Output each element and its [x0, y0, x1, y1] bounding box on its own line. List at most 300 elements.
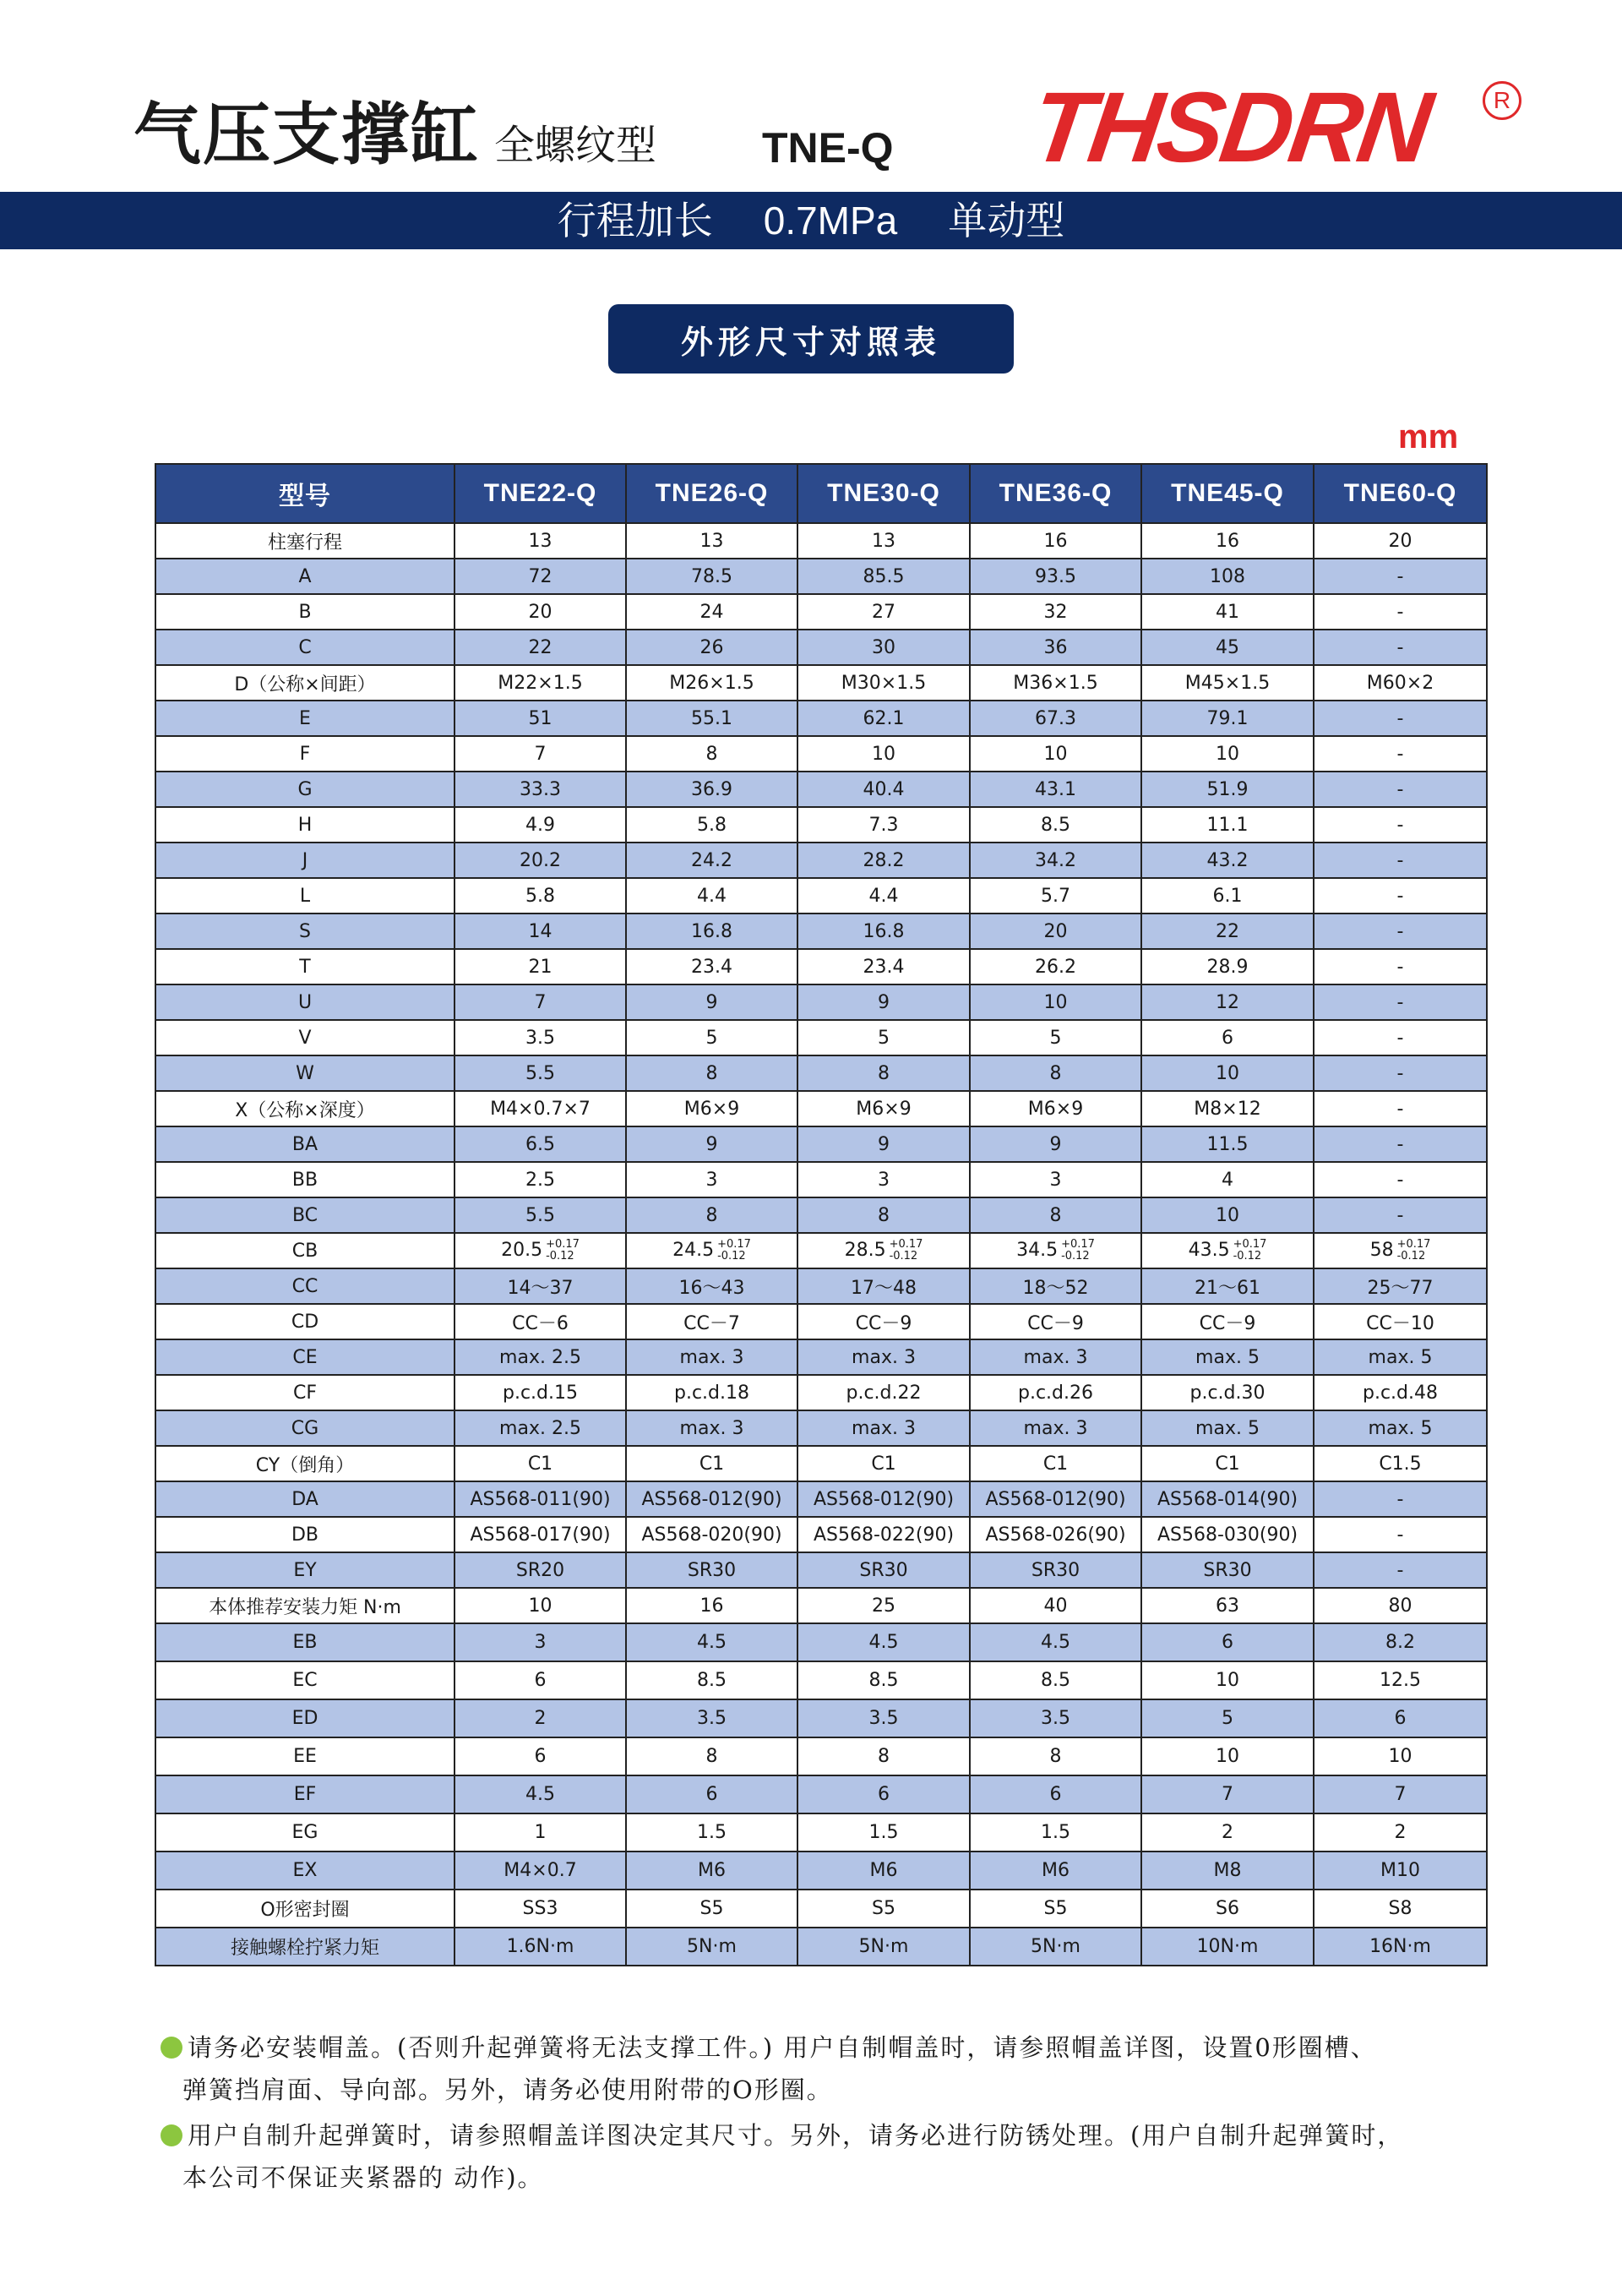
- row-label: [155, 1623, 454, 1661]
- table-cell: [797, 559, 970, 594]
- table-row: [155, 878, 1487, 913]
- column-header-model: 型号: [155, 464, 454, 523]
- cell-value: 10: [1043, 743, 1068, 765]
- green-bullet-icon: [161, 2124, 182, 2146]
- table-row: [155, 1699, 1487, 1737]
- table-cell: [797, 701, 970, 736]
- tolerance-upper: +0.17: [1233, 1238, 1267, 1251]
- tolerance-upper: +0.17: [889, 1238, 923, 1251]
- cell-value: SR30: [1031, 1559, 1080, 1581]
- cell-value: 13: [872, 530, 895, 552]
- row-label: [155, 878, 454, 913]
- cell-value: 8: [705, 1204, 718, 1226]
- table-cell: [970, 1197, 1141, 1233]
- cell-value: CC－10: [1366, 1312, 1434, 1334]
- cell-value: 10: [1216, 1062, 1239, 1084]
- cell-value: max. 5: [1368, 1417, 1433, 1439]
- table-cell: [970, 1699, 1141, 1737]
- table-cell: [626, 1375, 797, 1410]
- table-cell: [626, 1699, 797, 1737]
- cell-value: 34.2: [1035, 849, 1076, 871]
- table-cell: [454, 1813, 626, 1852]
- row-label: [155, 1517, 454, 1552]
- table-cell: [1314, 949, 1487, 984]
- cell-value: 43.1: [1035, 778, 1076, 800]
- cell-value: 11.5: [1206, 1133, 1249, 1155]
- cell-value: 接触螺栓拧紧力矩: [230, 1938, 379, 1959]
- row-label: [155, 1268, 454, 1304]
- cell-value: max. 2.5: [499, 1346, 581, 1368]
- table-cell: [970, 1268, 1141, 1304]
- column-header-tne22-q: TNE22-Q: [454, 464, 626, 523]
- cell-value: max. 3: [1023, 1417, 1088, 1439]
- table-cell: [970, 772, 1141, 807]
- cell-value: 6: [1049, 1784, 1062, 1805]
- table-cell: [797, 1091, 970, 1126]
- table-cell: [970, 1517, 1141, 1552]
- cell-value: 1.5: [1041, 1822, 1070, 1843]
- cell-value: p.c.d.15: [503, 1382, 578, 1404]
- table-cell: [626, 984, 797, 1020]
- table-cell: [1141, 1020, 1314, 1055]
- table-cell: [626, 559, 797, 594]
- cell-value: 8.5: [697, 1670, 727, 1691]
- table-cell: [626, 1737, 797, 1775]
- cell-value: 11.1: [1206, 814, 1249, 836]
- cell-value: 55.1: [691, 707, 732, 729]
- cell-value: 16: [1216, 530, 1239, 552]
- row-label: [155, 1699, 454, 1737]
- cell-value: -: [1396, 956, 1404, 978]
- cell-value: 62.1: [863, 707, 905, 729]
- table-row: [155, 1928, 1487, 1966]
- cell-value: -: [1396, 920, 1404, 942]
- table-cell: [797, 630, 970, 665]
- table-row: [155, 559, 1487, 594]
- table-row: [155, 1339, 1487, 1375]
- cell-value: 柱塞行程: [267, 532, 342, 554]
- table-cell: [797, 1699, 970, 1737]
- cell-value: 8.5: [1041, 1670, 1070, 1691]
- cell-value: 26: [699, 636, 724, 658]
- cell-value: EX: [292, 1860, 318, 1881]
- table-cell: [970, 1233, 1141, 1268]
- cell-value: M4×0.7×7: [490, 1098, 591, 1120]
- cell-value: CD: [291, 1311, 319, 1333]
- table-cell: [1141, 1699, 1314, 1737]
- cell-value: M22×1.5: [498, 672, 583, 694]
- cell-value: 4.9: [525, 814, 555, 836]
- cell-value: 16.8: [863, 920, 905, 942]
- cell-value: 8.5: [868, 1670, 899, 1691]
- cell-value: M26×1.5: [669, 672, 754, 694]
- cell-value: 24.5: [672, 1240, 715, 1261]
- table-cell: [797, 1126, 970, 1162]
- row-label: [155, 843, 454, 878]
- table-cell: [1141, 949, 1314, 984]
- table-cell: [970, 1813, 1141, 1852]
- table-cell: [626, 1055, 797, 1091]
- table-cell: [970, 1775, 1141, 1813]
- table-cell: [454, 1055, 626, 1091]
- table-cell: [626, 1481, 797, 1517]
- cell-value: SR30: [859, 1559, 908, 1581]
- cell-value: AS568-011(90): [470, 1488, 611, 1510]
- cell-value: M10: [1380, 1860, 1420, 1881]
- table-cell: [454, 665, 626, 701]
- tolerance-lower: -0.12: [1233, 1250, 1262, 1263]
- cell-value: CB: [291, 1240, 318, 1262]
- cell-value: AS568-026(90): [985, 1524, 1126, 1546]
- table-cell: [797, 1661, 970, 1699]
- table-cell: [797, 1737, 970, 1775]
- cell-value: J: [302, 849, 308, 871]
- table-cell: [454, 701, 626, 736]
- cell-value: 8: [1049, 1746, 1062, 1767]
- cell-value: SR20: [515, 1559, 565, 1581]
- cell-value: X（公称×深度）: [235, 1099, 375, 1121]
- table-cell: [1314, 1623, 1487, 1661]
- table-cell: [1141, 1055, 1314, 1091]
- cell-value: -: [1396, 707, 1404, 729]
- cell-value: H: [297, 814, 313, 836]
- cell-value: 5: [1222, 1708, 1233, 1729]
- table-cell: [970, 1126, 1141, 1162]
- table-cell: [454, 1304, 626, 1339]
- tolerance: [546, 1239, 580, 1263]
- row-label: [155, 949, 454, 984]
- cell-value: AS568-014(90): [1157, 1488, 1298, 1510]
- cell-value: 17～48: [851, 1277, 917, 1299]
- cell-value: max. 5: [1195, 1346, 1260, 1368]
- column-header-tne60-q: TNE60-Q: [1314, 464, 1487, 523]
- table-cell: [797, 1852, 970, 1890]
- table-cell: [797, 665, 970, 701]
- cell-value: p.c.d.30: [1189, 1382, 1265, 1404]
- table-cell: [970, 1446, 1141, 1481]
- table-cell: [626, 1304, 797, 1339]
- table-cell: [626, 1091, 797, 1126]
- table-cell: [626, 1890, 797, 1928]
- cell-value: 6: [1394, 1708, 1407, 1729]
- cell-value: 23.4: [691, 956, 732, 978]
- cell-value: 7.3: [868, 814, 899, 836]
- table-cell: [797, 1517, 970, 1552]
- cell-value: 3: [1049, 1169, 1062, 1191]
- cell-value: S5: [1043, 1898, 1068, 1919]
- table-row: [155, 594, 1487, 630]
- table-cell: [1141, 772, 1314, 807]
- cell-value: CE: [292, 1346, 318, 1368]
- dimension-table: [155, 463, 1488, 1966]
- cell-value: -: [1396, 1488, 1404, 1510]
- table-cell: [1141, 1339, 1314, 1375]
- note-1-line-2: 弹簧挡肩面、导向部。另外，请务必使用附带的O形圈。: [182, 2075, 833, 2104]
- row-label: [155, 559, 454, 594]
- table-row: [155, 701, 1487, 736]
- cell-value: C1.5: [1379, 1453, 1422, 1475]
- table-cell: [454, 807, 626, 843]
- table-cell: [1141, 701, 1314, 736]
- table-cell: [1314, 1588, 1487, 1623]
- tolerance-lower: -0.12: [1061, 1250, 1090, 1263]
- table-row: [155, 949, 1487, 984]
- cell-value: 1.5: [697, 1822, 727, 1843]
- cell-value: EY: [293, 1559, 317, 1581]
- tolerance-lower: -0.12: [889, 1250, 918, 1263]
- cell-value: 20: [1388, 530, 1412, 552]
- cell-value: V: [298, 1027, 312, 1049]
- row-label: [155, 1928, 454, 1966]
- cell-value: 10: [1216, 1204, 1239, 1226]
- cell-value: 5N·m: [687, 1936, 737, 1957]
- cell-value: max. 5: [1195, 1417, 1260, 1439]
- table-cell: [970, 1737, 1141, 1775]
- table-cell: [1314, 1375, 1487, 1410]
- tolerance-upper: +0.17: [1061, 1238, 1095, 1251]
- cell-value: CG: [291, 1417, 319, 1439]
- row-label: [155, 1661, 454, 1699]
- table-cell: [454, 1517, 626, 1552]
- cell-value: 43.5: [1188, 1240, 1230, 1261]
- cell-value: 24.2: [691, 849, 732, 871]
- table-cell: [797, 1162, 970, 1197]
- cell-value: 3: [534, 1632, 547, 1653]
- table-cell: [970, 1375, 1141, 1410]
- table-cell: [970, 1481, 1141, 1517]
- note-2-line-2: 本公司不保证夹紧器的 动作)。: [182, 2163, 544, 2192]
- table-cell: [1314, 913, 1487, 949]
- cell-value: 5: [705, 1027, 718, 1049]
- cell-value: 8.2: [1385, 1632, 1415, 1653]
- cell-value: 2: [1394, 1822, 1407, 1843]
- table-cell: [1141, 1481, 1314, 1517]
- table-cell: [454, 843, 626, 878]
- row-label: [155, 1339, 454, 1375]
- table-cell: [1141, 1233, 1314, 1268]
- table-row: [155, 1162, 1487, 1197]
- table-cell: [1141, 913, 1314, 949]
- column-header-tne36-q: TNE36-Q: [970, 464, 1141, 523]
- tolerance: [1061, 1239, 1095, 1263]
- table-cell: [1314, 1055, 1487, 1091]
- cell-value: 1: [534, 1822, 547, 1843]
- row-label: [155, 1552, 454, 1588]
- table-cell: [797, 1588, 970, 1623]
- table-cell: [797, 1481, 970, 1517]
- cell-value: 6: [1222, 1027, 1233, 1049]
- table-cell: [1314, 701, 1487, 736]
- table-header-row: [155, 464, 1487, 523]
- table-row: [155, 1737, 1487, 1775]
- cell-value: 12.5: [1380, 1670, 1421, 1691]
- cell-value: BC: [291, 1204, 318, 1226]
- cell-value: M8: [1213, 1860, 1242, 1881]
- table-cell: [626, 1162, 797, 1197]
- table-row: [155, 1410, 1487, 1446]
- cell-value: 7: [1394, 1784, 1407, 1805]
- table-row: [155, 736, 1487, 772]
- row-label: [155, 807, 454, 843]
- cell-value: 4.5: [1041, 1632, 1070, 1653]
- cell-value: 6: [1222, 1632, 1233, 1653]
- table-cell: [626, 1410, 797, 1446]
- cell-value: 8.5: [1041, 814, 1070, 836]
- table-cell: [1141, 1268, 1314, 1304]
- table-cell: [1314, 1481, 1487, 1517]
- table-cell: [454, 1020, 626, 1055]
- cell-value: 34.5: [1016, 1240, 1059, 1261]
- column-header-tne30-q: TNE30-Q: [797, 464, 970, 523]
- table-cell: [1141, 1162, 1314, 1197]
- cell-value: 78.5: [691, 565, 732, 587]
- table-cell: [626, 1126, 797, 1162]
- table-cell: [454, 1481, 626, 1517]
- table-cell: [1141, 559, 1314, 594]
- cell-value: M6×9: [1027, 1098, 1084, 1120]
- cell-value: C1: [871, 1453, 896, 1475]
- cell-value: 10: [528, 1595, 552, 1617]
- tolerance-lower: -0.12: [717, 1250, 746, 1263]
- table-cell: [970, 1162, 1141, 1197]
- table-cell: [454, 559, 626, 594]
- table-cell: [797, 1375, 970, 1410]
- cell-value: 3: [878, 1169, 890, 1191]
- cell-value: L: [299, 885, 311, 907]
- table-row: [155, 772, 1487, 807]
- cell-value: CY（倒角）: [255, 1454, 355, 1476]
- table-cell: [454, 984, 626, 1020]
- cell-value: CC－6: [512, 1312, 569, 1334]
- table-cell: [626, 843, 797, 878]
- section-title: 外形尺寸对照表: [608, 304, 1014, 374]
- row-label: [155, 1481, 454, 1517]
- table-cell: [454, 1852, 626, 1890]
- table-cell: [454, 1197, 626, 1233]
- table-cell: [1141, 1410, 1314, 1446]
- table-cell: [970, 1552, 1141, 1588]
- cell-value: 10: [1216, 743, 1239, 765]
- cell-value: AS568-012(90): [985, 1488, 1126, 1510]
- cell-value: 45: [1216, 636, 1239, 658]
- cell-value: -: [1396, 1062, 1404, 1084]
- cell-value: 5: [1049, 1027, 1062, 1049]
- cell-value: 2.5: [525, 1169, 555, 1191]
- table-cell: [1314, 1126, 1487, 1162]
- table-cell: [626, 949, 797, 984]
- cell-value: 12: [1216, 991, 1239, 1013]
- table-cell: [797, 1410, 970, 1446]
- table-row: [155, 1091, 1487, 1126]
- cell-value: -: [1396, 1133, 1404, 1155]
- table-cell: [454, 1699, 626, 1737]
- table-cell: [1141, 1737, 1314, 1775]
- cell-value: 93.5: [1035, 565, 1076, 587]
- unit-label: mm: [1398, 418, 1459, 455]
- note-2: [161, 2114, 1403, 2199]
- table-cell: [1314, 1552, 1487, 1588]
- row-label: [155, 736, 454, 772]
- cell-value: 8: [878, 1204, 890, 1226]
- cell-value: U: [297, 991, 313, 1013]
- cell-value: max. 3: [1023, 1346, 1088, 1368]
- cell-value: p.c.d.18: [674, 1382, 749, 1404]
- table-row: [155, 807, 1487, 843]
- table-cell: [797, 523, 970, 559]
- table-row: [155, 1775, 1487, 1813]
- cell-value: 8: [1049, 1062, 1062, 1084]
- table-cell: [1314, 1020, 1487, 1055]
- table-cell: [626, 1233, 797, 1268]
- note-1: [161, 2026, 1377, 2111]
- cell-value: EF: [293, 1784, 317, 1805]
- table-cell: [970, 843, 1141, 878]
- row-label: [155, 1304, 454, 1339]
- table-cell: [1314, 1775, 1487, 1813]
- table-cell: [1141, 523, 1314, 559]
- cell-value: 1.5: [868, 1822, 899, 1843]
- table-cell: [1314, 1699, 1487, 1737]
- row-label: [155, 1852, 454, 1890]
- table-cell: [797, 1552, 970, 1588]
- cell-value: 4: [1222, 1169, 1233, 1191]
- table-cell: [626, 1661, 797, 1699]
- cell-value: 8: [705, 743, 718, 765]
- table-cell: [797, 984, 970, 1020]
- banner-type: 单动型: [948, 198, 1065, 243]
- cell-value: 7: [534, 991, 547, 1013]
- tolerance-upper: +0.17: [1396, 1238, 1431, 1251]
- cell-value: 63: [1216, 1595, 1239, 1617]
- table-cell: [454, 1737, 626, 1775]
- cell-value: 30: [872, 636, 895, 658]
- cell-value: 20.5: [501, 1240, 543, 1261]
- table-cell: [454, 1446, 626, 1481]
- table-row: [155, 1304, 1487, 1339]
- table-cell: [1314, 1661, 1487, 1699]
- table-cell: [626, 1928, 797, 1966]
- cell-value: 7: [1222, 1784, 1233, 1805]
- table-cell: [970, 736, 1141, 772]
- brand-logo: THSDRN: [1024, 72, 1435, 183]
- table-cell: [454, 949, 626, 984]
- row-label: [155, 1020, 454, 1055]
- cell-value: 5.8: [697, 814, 727, 836]
- table-cell: [1314, 772, 1487, 807]
- tolerance-lower: -0.12: [1396, 1250, 1426, 1263]
- table-cell: [626, 701, 797, 736]
- table-cell: [454, 1928, 626, 1966]
- cell-value: M6: [698, 1860, 726, 1881]
- cell-value: -: [1396, 743, 1404, 765]
- table-cell: [797, 1197, 970, 1233]
- table-cell: [970, 1661, 1141, 1699]
- table-cell: [797, 1339, 970, 1375]
- cell-value: CC－9: [1027, 1312, 1084, 1334]
- cell-value: 25～77: [1367, 1277, 1434, 1299]
- cell-value: 8: [1049, 1204, 1062, 1226]
- cell-value: 18～52: [1022, 1277, 1089, 1299]
- table-cell: [626, 1623, 797, 1661]
- cell-value: 10: [1216, 1746, 1239, 1767]
- spec-banner: [0, 192, 1622, 249]
- tolerance-upper: +0.17: [546, 1238, 580, 1251]
- table-cell: [797, 594, 970, 630]
- table-cell: [797, 913, 970, 949]
- table-cell: [1141, 1890, 1314, 1928]
- table-row: [155, 1446, 1487, 1481]
- table-cell: [1141, 1661, 1314, 1699]
